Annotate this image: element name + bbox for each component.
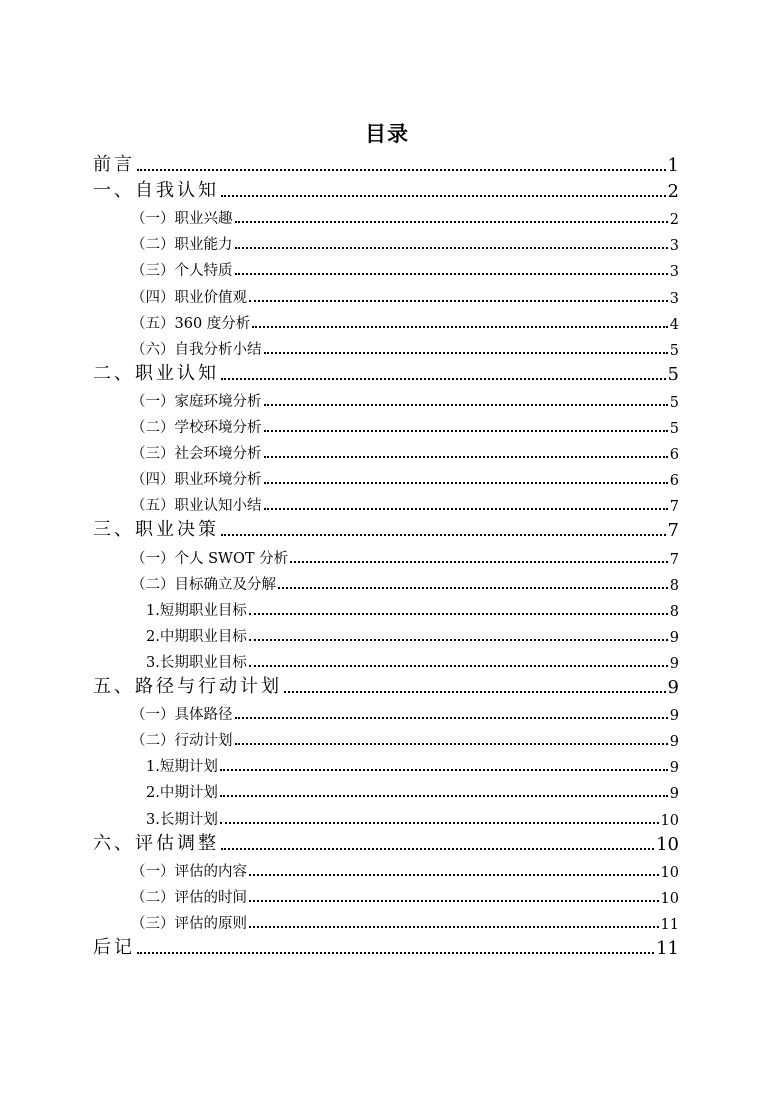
toc-page-number: 3 [669, 264, 679, 281]
toc-page-number: 9 [667, 677, 679, 698]
toc-page-number: 9 [669, 760, 679, 777]
toc-page-number: 10 [660, 864, 679, 881]
toc-page-number: 6 [669, 473, 679, 490]
toc-entry[interactable] [131, 698, 679, 724]
toc-entry[interactable] [93, 359, 679, 385]
toc-entry[interactable] [131, 437, 679, 463]
toc-entry[interactable] [93, 150, 679, 176]
toc-entry[interactable] [146, 750, 679, 776]
toc-dot-leader [235, 743, 668, 745]
toc-page-number: 8 [669, 603, 679, 620]
toc-page-number: 10 [656, 833, 679, 855]
toc-dot-leader [264, 456, 668, 458]
toc-entry[interactable] [131, 254, 679, 280]
toc-entry-label: （二）目标确立及分解 [131, 576, 276, 593]
toc-entry-label: （三）评估的原则 [131, 915, 247, 932]
toc-entry-label: （一）家庭环境分析 [131, 393, 262, 410]
toc-entry[interactable] [131, 881, 679, 907]
toc-entry[interactable] [146, 620, 679, 646]
toc-page-number: 11 [656, 938, 679, 959]
toc-entry-label: （四）职业环境分析 [131, 472, 262, 489]
toc-entry[interactable] [131, 568, 679, 594]
toc-entry-label: 2.中期计划 [146, 785, 218, 802]
toc-dot-leader [221, 848, 654, 850]
toc-entry-label: 三、职业决策 [93, 519, 219, 541]
toc-entry-label: 前言 [93, 154, 135, 175]
toc-entry-label: 3.长期计划 [146, 811, 218, 828]
toc-entry[interactable] [131, 202, 679, 228]
toc-dot-leader [249, 665, 668, 667]
toc-entry-label: 2.中期职业目标 [146, 628, 247, 645]
toc-dot-leader [221, 534, 666, 536]
toc-page-number: 7 [667, 520, 679, 542]
toc-entry-label: （一）评估的内容 [131, 863, 247, 880]
toc-entry-label: （一）职业兴趣 [131, 211, 233, 228]
toc-entry[interactable] [131, 281, 679, 307]
toc-entry-label: （一）个人 SWOT 分析 [131, 550, 289, 567]
toc-dot-leader [235, 717, 668, 719]
toc-dot-leader [264, 352, 668, 354]
toc-page-number: 9 [669, 655, 679, 672]
toc-entry[interactable] [131, 542, 679, 568]
toc-page-number: 9 [669, 708, 679, 725]
toc-page-number: 6 [669, 447, 679, 464]
toc-dot-leader [220, 822, 659, 824]
toc-dot-leader [137, 952, 654, 954]
toc-entry-label: 1.短期计划 [146, 759, 218, 776]
toc-entry-label: （一）具体路径 [131, 707, 233, 724]
toc-entry[interactable] [146, 594, 679, 620]
toc-entry-label: （五）职业认知小结 [131, 498, 262, 515]
toc-entry-label: 1.短期职业目标 [146, 602, 247, 619]
toc-entry[interactable] [146, 646, 679, 672]
toc-entry[interactable] [146, 776, 679, 802]
toc-page-number: 5 [669, 342, 679, 359]
toc-page-number: 10 [660, 812, 679, 829]
toc-entry-label: 五、路径与行动计划 [93, 676, 282, 697]
toc-entry-label: 六、评估调整 [93, 832, 219, 854]
toc-entry-label: （二）行动计划 [131, 733, 233, 750]
toc-entry-label: 3.长期职业目标 [146, 654, 247, 671]
toc-dot-leader [235, 273, 668, 275]
toc-entry[interactable] [93, 515, 679, 541]
toc-page-number: 5 [669, 421, 679, 437]
toc-page-number: 5 [667, 363, 679, 385]
toc-page-number: 3 [669, 290, 679, 307]
toc-dot-leader [249, 874, 659, 876]
toc-page-number: 7 [669, 499, 679, 516]
toc-entry-label: （五）360 度分析 [131, 315, 251, 332]
toc-entry[interactable] [93, 176, 679, 202]
page-title: 目录 [365, 121, 409, 146]
toc-dot-leader [235, 247, 668, 249]
toc-entry-label: 一、自我认知 [93, 180, 219, 202]
toc-page-number: 1 [667, 155, 679, 176]
toc-dot-leader [137, 169, 666, 171]
toc-page-number: 3 [669, 238, 679, 255]
toc-dot-leader [235, 221, 668, 223]
toc-page-number: 5 [669, 394, 679, 411]
toc-entry-label: 二、职业认知 [93, 362, 219, 384]
toc-dot-leader [264, 430, 668, 432]
toc-entry[interactable] [131, 307, 679, 333]
toc-dot-leader [221, 195, 666, 197]
toc-entry[interactable] [131, 228, 679, 254]
toc-entry[interactable] [131, 463, 679, 489]
toc-entry-label: 后记 [93, 937, 135, 958]
toc-dot-leader [220, 769, 668, 771]
toc-page-number: 4 [669, 316, 679, 333]
toc-dot-leader [249, 639, 668, 641]
toc-page-number: 10 [660, 890, 679, 907]
toc-entry[interactable] [131, 489, 679, 515]
toc-entry[interactable] [131, 907, 679, 933]
toc-entry[interactable] [131, 333, 679, 359]
toc-page-number: 9 [669, 786, 679, 803]
toc-entry-label: （三）社会环境分析 [131, 446, 262, 463]
toc-entry-label: （二）学校环境分析 [131, 420, 262, 436]
toc-dot-leader [220, 795, 668, 797]
toc-page-number: 11 [660, 916, 679, 933]
toc-entry[interactable] [93, 933, 679, 959]
toc-entry[interactable] [131, 855, 679, 881]
toc-entry[interactable] [131, 411, 679, 437]
toc-entry-label: （六）自我分析小结 [131, 341, 262, 358]
toc-page-number: 9 [669, 734, 679, 751]
toc-entry-label: （三）个人特质 [131, 263, 233, 280]
toc-dot-leader [264, 482, 668, 484]
toc-entry[interactable] [131, 724, 679, 750]
toc-dot-leader [284, 691, 666, 693]
toc-dot-leader [278, 587, 668, 589]
toc-dot-leader [264, 404, 668, 406]
toc-page-number: 2 [669, 212, 679, 229]
toc-page-number: 2 [667, 181, 679, 203]
toc-dot-leader [249, 900, 659, 902]
toc-dot-leader [249, 926, 659, 928]
toc-page-number: 8 [669, 577, 679, 594]
toc-page-number: 7 [669, 551, 679, 568]
toc-dot-leader [290, 561, 668, 563]
toc-entry[interactable] [146, 803, 679, 829]
toc-entry-label: （二）职业能力 [131, 237, 233, 254]
toc-entry[interactable] [93, 829, 679, 855]
toc-dot-leader [249, 300, 668, 302]
toc-entry-label: （四）职业价值观 [131, 289, 247, 306]
toc-dot-leader [249, 613, 668, 615]
toc-entry-label: （二）评估的时间 [131, 889, 247, 906]
toc-dot-leader [252, 326, 667, 328]
toc-page-number: 9 [669, 629, 679, 646]
toc-entry[interactable] [93, 672, 679, 698]
toc-entry[interactable] [131, 385, 679, 411]
toc-dot-leader [221, 378, 666, 380]
toc-dot-leader [264, 508, 668, 510]
